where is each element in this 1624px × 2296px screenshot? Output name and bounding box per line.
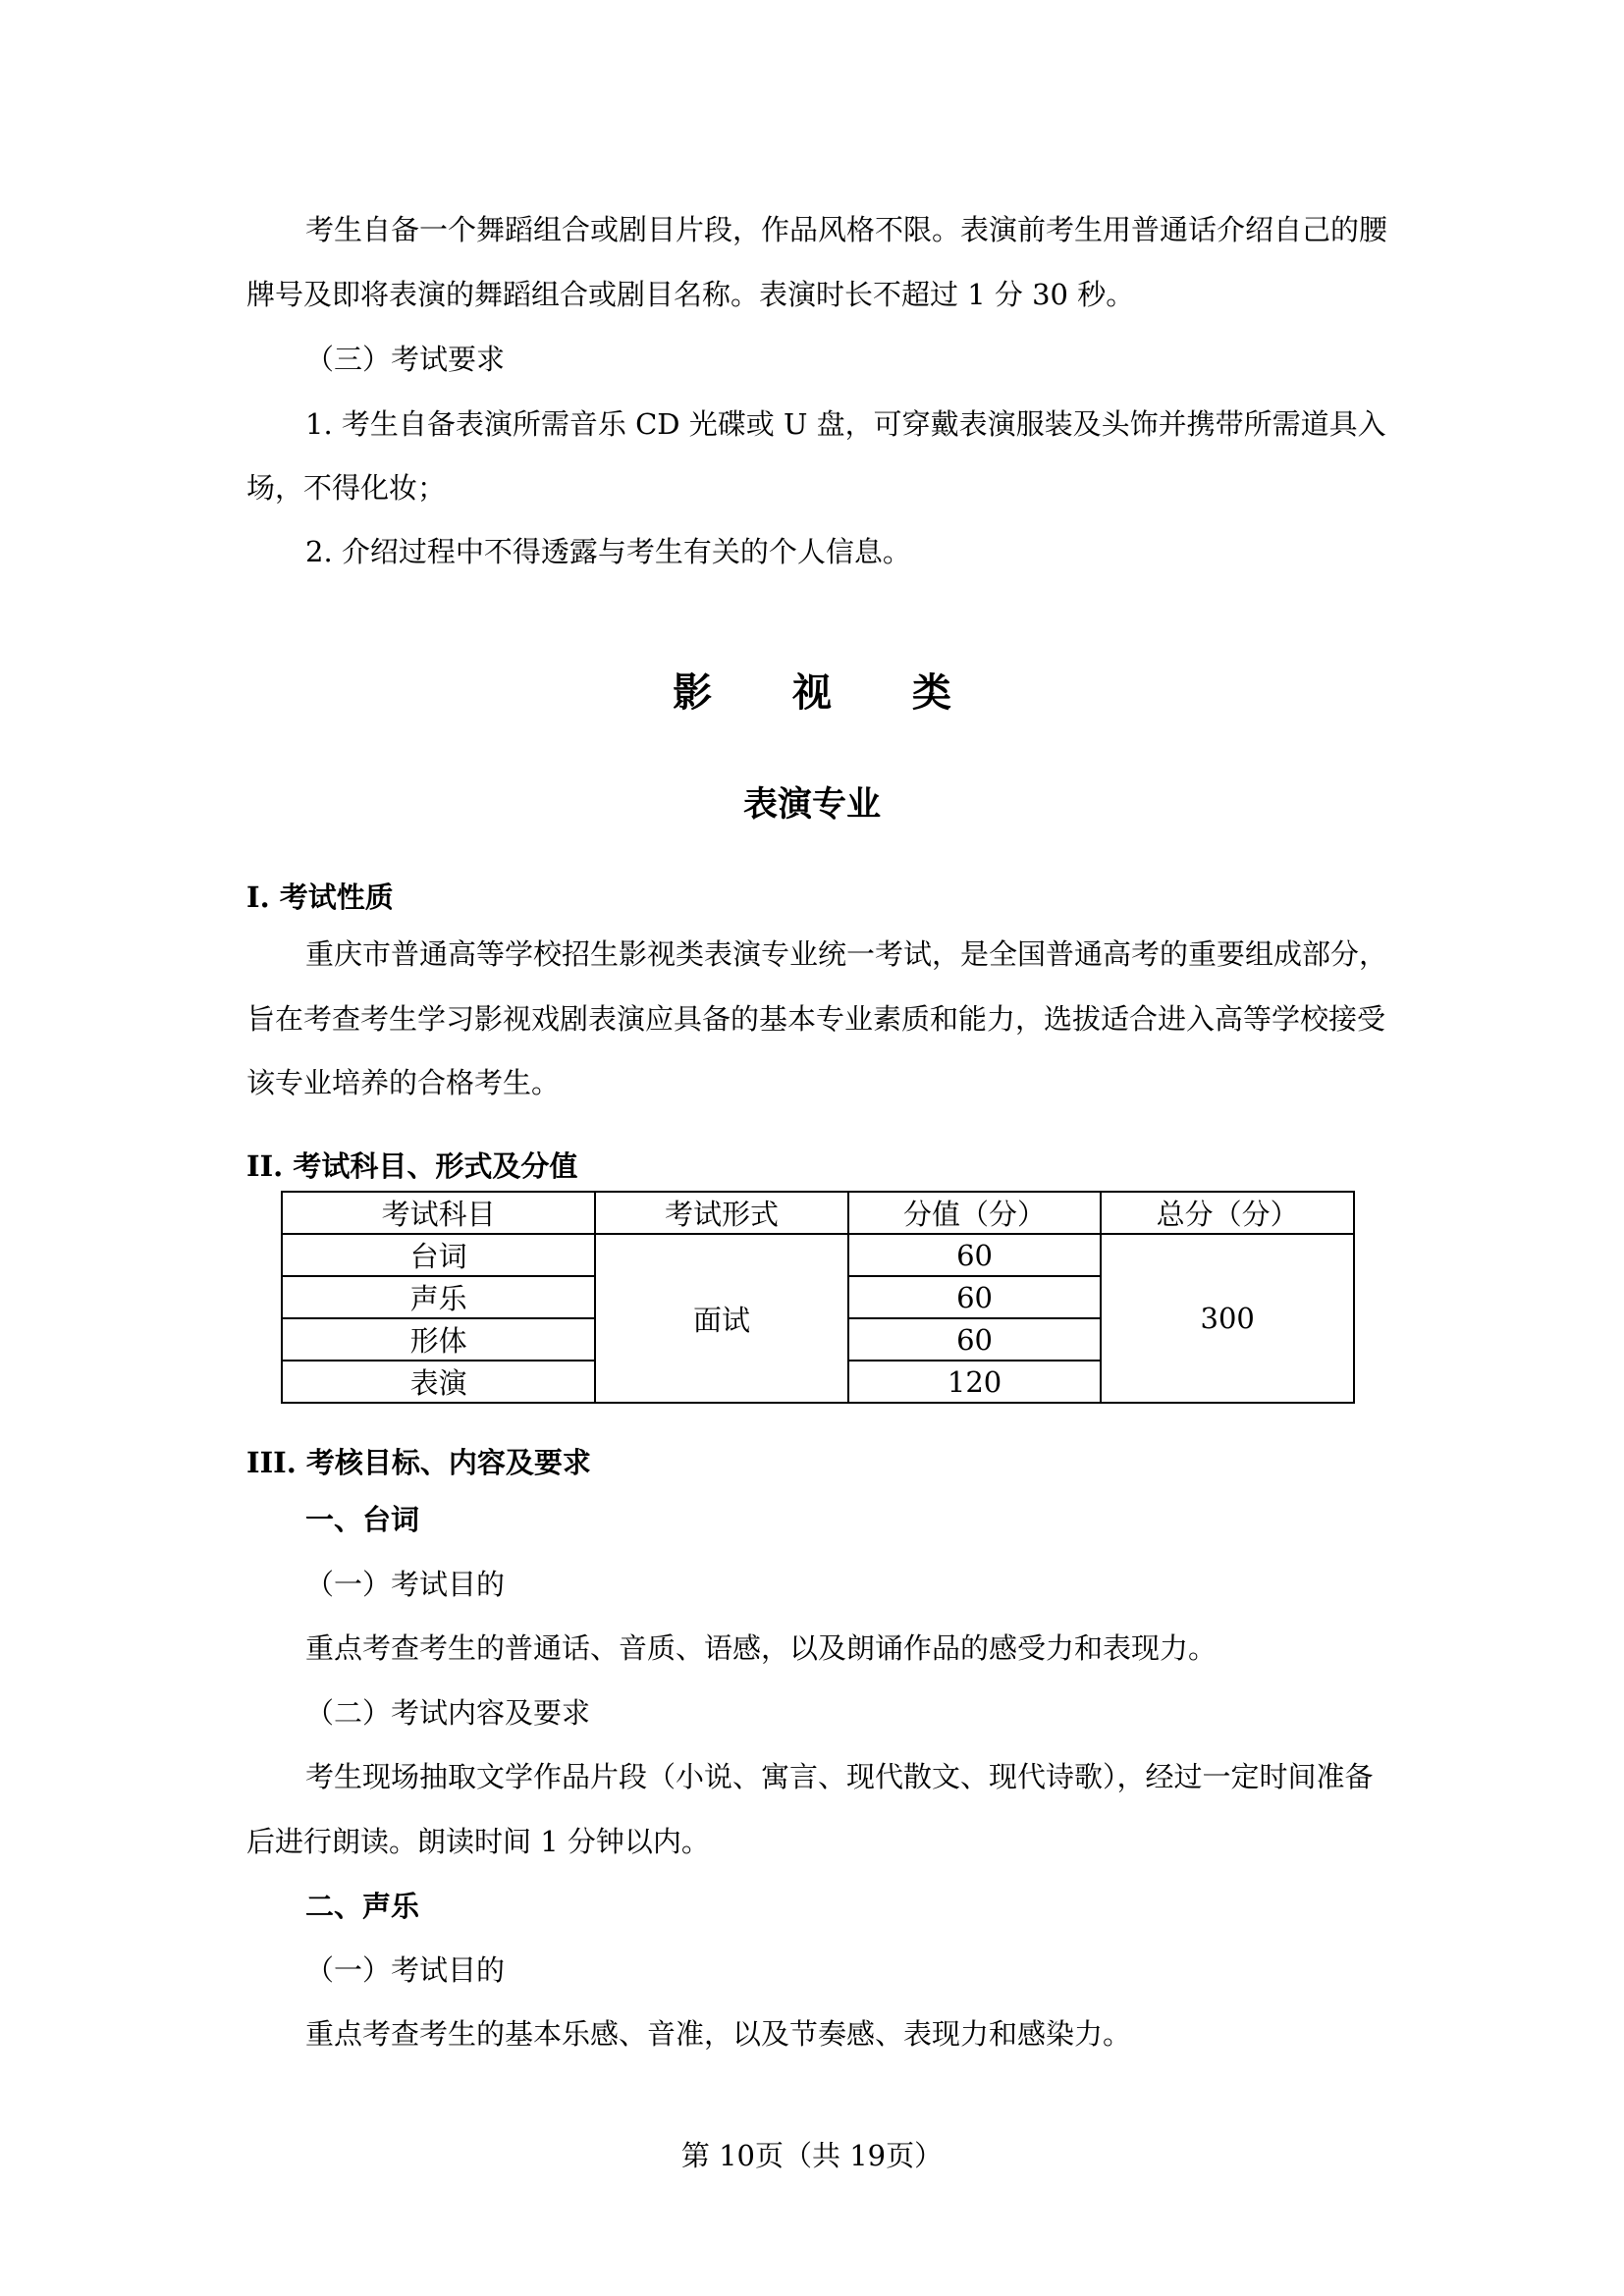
part-1-purpose-heading: （一）考试目的 <box>305 1568 506 1601</box>
table-header-row <box>282 1192 1354 1234</box>
exam-requirements-heading: （三）考试要求 <box>305 343 506 376</box>
part-2-heading: 二、声乐 <box>305 1890 420 1923</box>
intro-paragraph-line-1: 考生自备一个舞蹈组合或剧目片段，作品风格不限。表演前考生用普通话介绍自己的腰 <box>305 213 1388 246</box>
section-1-line-3: 该专业培养的合格考生。 <box>246 1066 561 1099</box>
major-title: 表演专业 <box>742 784 881 825</box>
score-cell: 60 <box>848 1276 1102 1318</box>
score-cell: 60 <box>848 1234 1102 1276</box>
requirement-1-line-1: 1. 考生自备表演所需音乐 CD 光碟或 U 盘，可穿戴表演服装及头饰并携带所需道具入 <box>305 407 1386 441</box>
category-title: 影 视 类 <box>673 669 985 716</box>
score-cell: 60 <box>848 1318 1102 1361</box>
part-1-content-line-2: 后进行朗读。朗读时间 1 分钟以内。 <box>246 1825 710 1858</box>
requirement-1-line-2: 场，不得化妆； <box>246 471 447 505</box>
header-subject: 考试科目 <box>282 1192 595 1234</box>
part-1-heading: 一、台词 <box>305 1503 420 1536</box>
table-row <box>282 1234 1354 1276</box>
header-form: 考试形式 <box>595 1192 847 1234</box>
subject-cell: 形体 <box>282 1318 595 1361</box>
total-cell: 300 <box>1101 1234 1354 1403</box>
part-2-purpose-text: 重点考查考生的基本乐感、音准，以及节奏感、表现力和感染力。 <box>305 2017 1132 2051</box>
section-1-line-1: 重庆市普通高等学校招生影视类表演专业统一考试，是全国普通高考的重要组成部分， <box>305 937 1388 971</box>
form-cell: 面试 <box>595 1234 847 1403</box>
subject-cell: 台词 <box>282 1234 595 1276</box>
section-3-heading: III. 考核目标、内容及要求 <box>246 1446 591 1479</box>
score-table <box>281 1191 1355 1404</box>
section-1-line-2: 旨在考查考生学习影视戏剧表演应具备的基本专业素质和能力，选拔适合进入高等学校接受 <box>246 1002 1386 1036</box>
part-2-purpose-heading: （一）考试目的 <box>305 1953 506 1987</box>
section-1-heading: I. 考试性质 <box>246 881 394 914</box>
subject-cell: 声乐 <box>282 1276 595 1318</box>
header-score: 分值（分） <box>848 1192 1102 1234</box>
part-1-content-heading: （二）考试内容及要求 <box>305 1696 591 1730</box>
score-cell: 120 <box>848 1361 1102 1403</box>
part-1-content-line-1: 考生现场抽取文学作品片段（小说、寓言、现代散文、现代诗歌），经过一定时间准备 <box>305 1760 1374 1793</box>
intro-paragraph-line-2: 牌号及即将表演的舞蹈组合或剧目名称。表演时长不超过 1 分 30 秒。 <box>246 278 1135 311</box>
section-2-heading: II. 考试科目、形式及分值 <box>246 1149 578 1183</box>
requirement-2: 2. 介绍过程中不得透露与考生有关的个人信息。 <box>305 535 911 568</box>
part-1-purpose-text: 重点考查考生的普通话、音质、语感，以及朗诵作品的感受力和表现力。 <box>305 1631 1218 1665</box>
subject-cell: 表演 <box>282 1361 595 1403</box>
header-total: 总分（分） <box>1101 1192 1354 1234</box>
page-number: 第 10页（共 19页） <box>680 2139 944 2172</box>
